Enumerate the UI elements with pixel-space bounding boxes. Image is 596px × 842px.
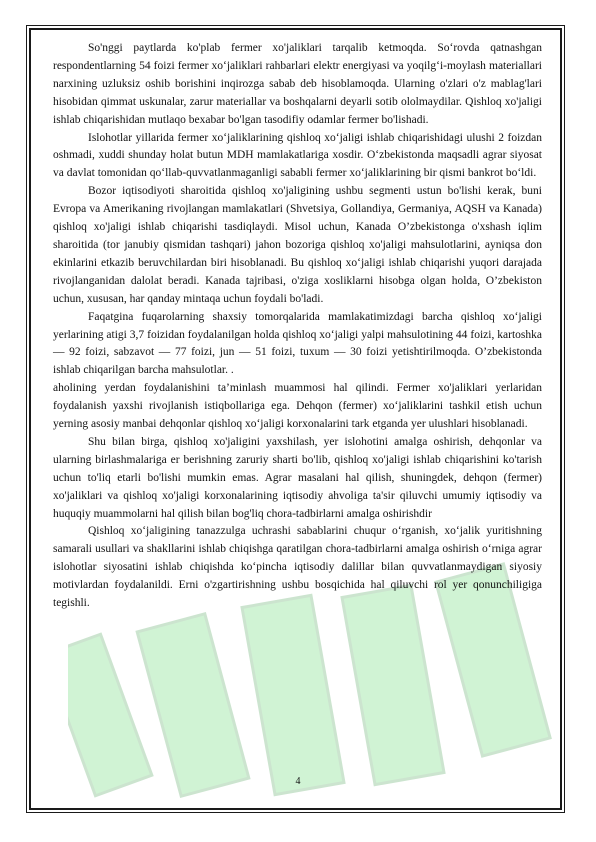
paragraph-5: aholining yerdan foydalanishini ta’minlash muammosi hal qilindi. Fermer xo'jaliklari yerlaridan foydalanish yaxshi rivojlanish istiqbollariga ega. Dehqon (fermer) xo‘jaliklarini tashkil etish uchun yerning asosiy manbai dehqonlar qishloq xo‘jaligi korxonalarini tark etganda yer ulushlari hisoblanadi. <box>53 382 542 431</box>
paragraph-6: Shu bilan birga, qishloq xo'jaligini yaxshilash, yer islohotini amalga oshirish, dehqonlar va ularning birlashmalariga er berishning zaruriy sharti bo'lib, qishloq xo'jaligi ishlab chiqarishini ko'tarish uchun to'liq etarli bo'lishi mumkin emas. Agrar masalani hal qilish, shuningdek, dehqon (fermer) xo'jaliklari va qishloq xo'jaligi korxonalarining iqtisodiy ahvoliga ta'sir qiluvchi umumiy iqtisodiy va huquqiy muammolarni hal qilish bilan bog'liq chora-tadbirlarni amalga oshirishdir <box>53 435 542 520</box>
paragraph-2: Islohotlar yillarida fermer xo‘jaliklarining qishloq xo‘jaligi ishlab chiqarishidagi ulushi 2 foizdan oshmadi, xuddi shunday holat butun MDH mamlakatlariga xosdir. O‘zbekistonda maqsadli agrar siyosat va davlat tomonidan qo‘llab-quvvatlanmaganligi sababli fermer xo‘jaliklarining bir qismi bankrot bo‘ldi. <box>53 131 542 180</box>
paragraph-7: Qishloq xo‘jaligining tanazzulga uchrashi sabablarini chuqur o‘rganish, xo‘jalik yuritishning samarali usullari va shakllarini ishlab chiqishga qaratilgan chora-tadbirlarni amalga oshirish o‘rniga agrar islohotlar siyosatini ishlab chiqishda ko‘pincha iqtisodiy dalillar bilan quvvatlanmaydigan siyosiy motivlardan foydalanildi. Erni o'zgartirishning ushbu bosqichida hal qiluvchi rol yer qonunchiligiga tegishli. <box>53 525 542 610</box>
paragraph-4: Faqatgina fuqarolarning shaxsiy tomorqalarida mamlakatimizdagi barcha qishloq xo‘jaligi yerlarining atigi 3,7 foizidan foydalanilgan holda qishloq xo‘jaligi yalpi mahsulotining 44 foizi, kartoshka — 92 foizi, sabzavot — 77 foizi, jun — 51 foizi, tuxum — 30 foizi yetishtirilmoqda. O’zbekistonda ishlab chiqarilgan barcha mahsulotlar. . <box>53 310 542 377</box>
paragraph-3: Bozor iqtisodiyoti sharoitida qishloq xo'jaligining ushbu segmenti ustun bo'lishi kerak, buni Evropa va Amerikaning rivojlangan mamlakatlari (Shvetsiya, Gollandiya, Germaniya, AQSH va Kanada) qishloq xo'jaligi ishlab chiqarishi tasdiqlaydi. Misol uchun, Kanada O’zbekistonga o'xshash iqlim sharoitida (tor janubiy qismidan tashqari) jahon bozoriga qishloq xo'jaligi mahsulotlarini, ayniqsa don ekinlarini etkazib beruvchilardan biri hisoblanadi. Bu qishloq xo‘jaligi ishlab chiqarishi yuqori darajada rivojlanganidan dalolat beradi. Kanada tajribasi, o'ziga xosliklarni hisobga olgan holda, O’zbekiston uchun, xususan, har qanday mintaqa uchun foydali bo'ladi. <box>53 185 542 305</box>
document-body <box>53 40 542 613</box>
page-number: 4 <box>295 776 301 787</box>
paragraph-1: So'nggi paytlarda ko'plab fermer xo'jaliklari tarqalib ketmoqda. So‘rovda qatnashgan respondentlarning 54 foizi fermer xo‘jaliklari rahbarlari elektr energiyasi va yoqilg‘i-moylash materiallari narxining uzluksiz oshib borishini inqirozga sabab deb hisoblamoqda. Ularning o'zlari o'z mablag'lari hisobidan qimmat uskunalar, zarur materiallar va boshqalarni deyarli sotib ololmaydilar. Qishloq xo'jaligi ishlab chiqarishidan mutlaqo bexabar bo'lgan tasodifiy odamlar fermer bo'lishadi. <box>53 42 542 126</box>
